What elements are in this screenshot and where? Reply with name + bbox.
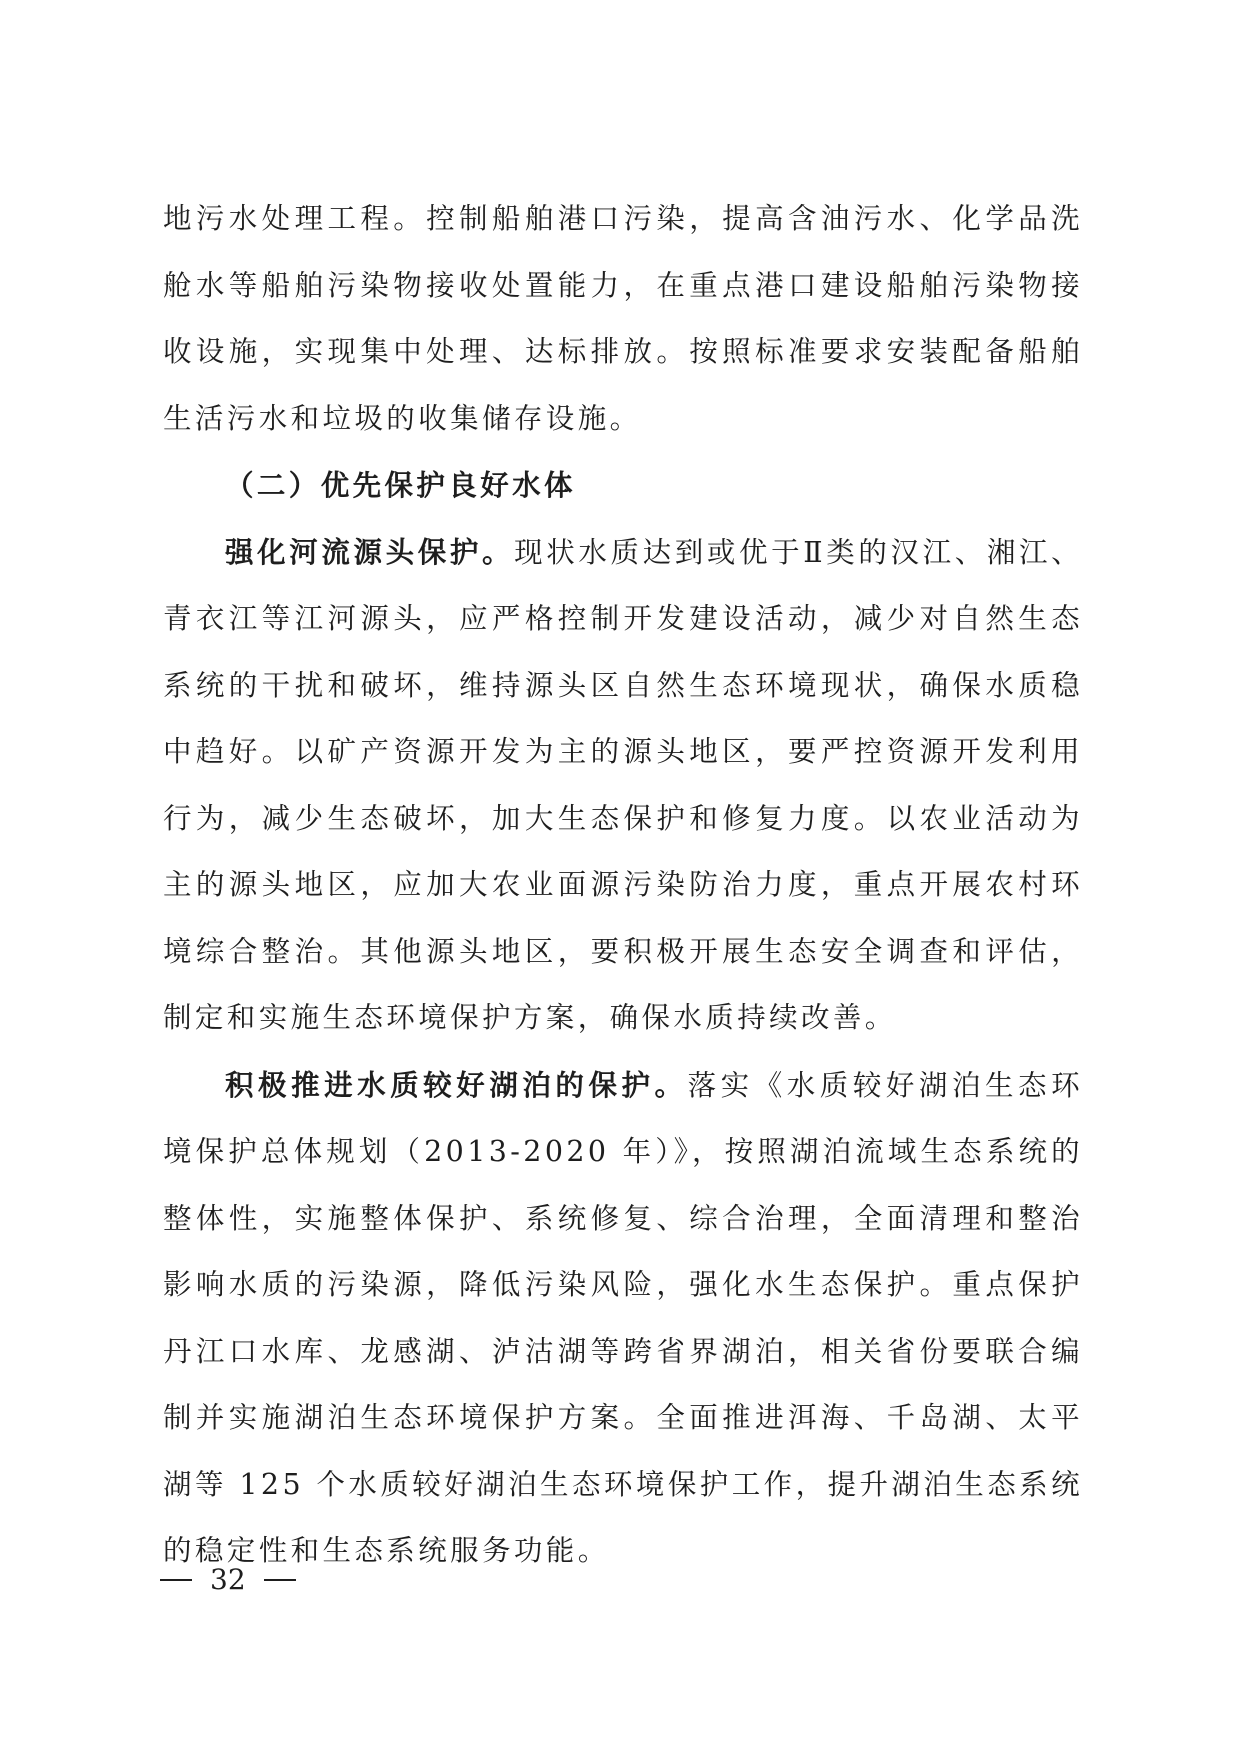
paragraph-text: 现状水质达到或优于Ⅱ类的汉江、湘江、青衣江等江河源头，应严格控制开发建设活动，减少对自然生态系统的干扰和破坏，维持源头区自然生态环境现状，确保水质稳中趋好。以矿产资源开发为主的源头地区，要严控资源开发利用行为，减少生态破坏，加大生态保护和修复力度。以农业活动为主的源头地区，应加大农业面源污染防治力度，重点开展农村环境综合整治。其他源头地区，要积极开展生态安全调查和评估，制定和实施生态环境保护方案，确保水质持续改善。 [163,535,1083,1034]
dash-left [160,1579,192,1581]
dash-right [264,1579,296,1581]
paragraph-lake-protection [163,1052,1083,1585]
paragraph-text: 落实《水质较好湖泊生态环境保护总体规划（2013-2020 年）》，按照湖泊流域生态系统的整体性，实施整体保护、系统修复、综合治理，全面清理和整治影响水质的污染源，降低污染风险，强化水生态保护。重点保护丹江口水库、龙感湖、泸沽湖等跨省界湖泊，相关省份要联合编制并实施湖泊生态环境保护方案。全面推进洱海、千岛湖、太平湖等 125 个水质较好湖泊生态环境保护工作，提升湖泊生态系统的稳定性和生态系统服务功能。 [163,1068,1083,1567]
document-body [163,186,1083,1585]
section-heading: （二）优先保护良好水体 [225,468,576,502]
page-footer [160,1561,296,1597]
paragraph-text: 地污水处理工程。控制船舶港口污染，提高含油污水、化学品洗舱水等船舶污染物接收处置能力，在重点港口建设船舶污染物接收设施，实现集中处理、达标排放。按照标准要求安装配备船舶生活污水和垃圾的收集储存设施。 [163,202,1083,435]
paragraph-river-source-protection [163,519,1083,1052]
paragraph-ship-pollution [163,186,1083,452]
paragraph-lead: 强化河流源头保护。 [225,534,515,569]
page-number: 32 [210,1562,246,1596]
paragraph-lead: 积极推进水质较好湖泊的保护。 [225,1067,688,1102]
